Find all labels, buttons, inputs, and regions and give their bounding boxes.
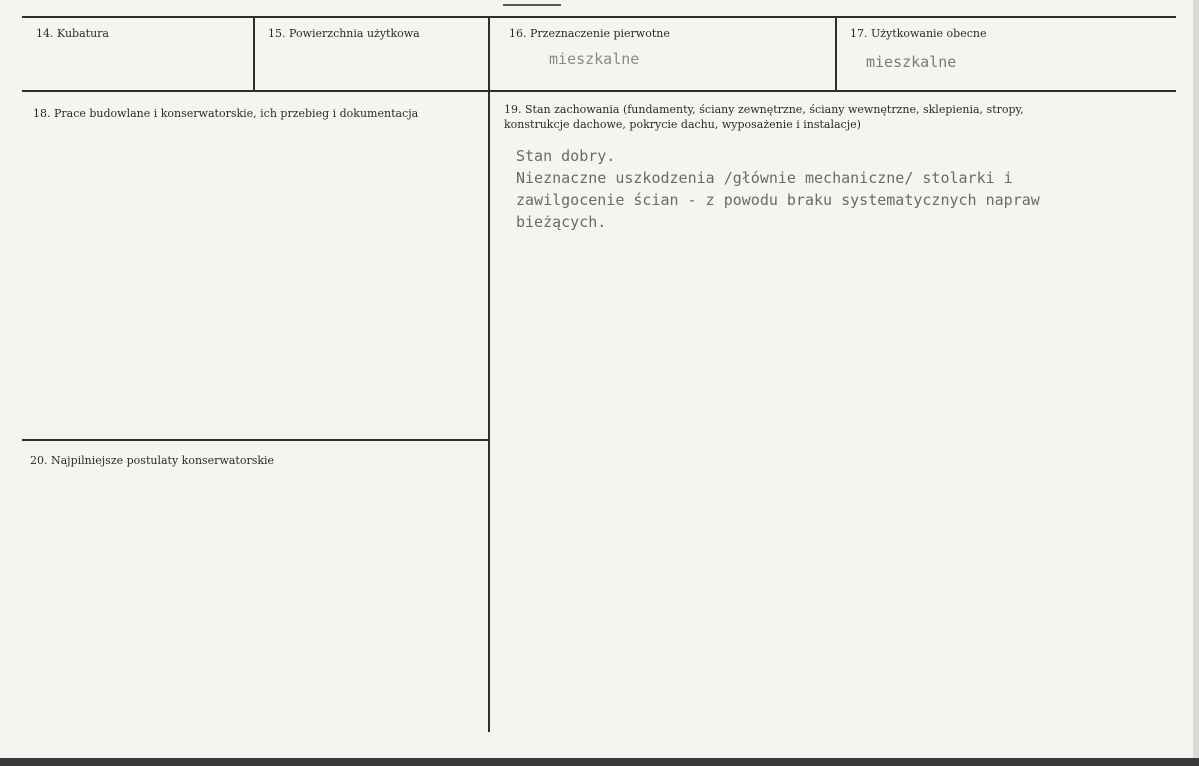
- field-15-label: 15. Powierzchnia użytkowa: [268, 27, 420, 40]
- field-19-label: 19. Stan zachowania (fundamenty, ściany zewnętrzne, ściany wewnętrzne, sklepienia, stropy, konstrukcje dachowe, pokrycie dachu, wyposażenie i instalacje): [504, 103, 1024, 131]
- top-rule: [22, 16, 1176, 18]
- field-20-label: 20. Najpilniejsze postulaty konserwatorskie: [30, 454, 275, 467]
- card-bottom-edge: [0, 758, 1199, 766]
- top-dash-mark: [503, 4, 561, 6]
- field-18-label: 18. Prace budowlane i konserwatorskie, ich przebieg i dokumentacja: [33, 107, 419, 120]
- field-17-value: mieszkalne: [866, 53, 957, 71]
- divider-14-15: [253, 16, 255, 92]
- field-16-value: mieszkalne: [549, 50, 640, 68]
- card-right-edge: [1193, 0, 1199, 766]
- field-17-label: 17. Użytkowanie obecne: [850, 27, 987, 40]
- field-18-bottom-rule: [22, 439, 488, 441]
- divider-16-17: [835, 16, 837, 92]
- divider-main: [488, 16, 490, 732]
- field-16-label: 16. Przeznaczenie pierwotne: [509, 27, 670, 40]
- field-14-label: 14. Kubatura: [36, 27, 109, 40]
- field-19-value: Stan dobry. Nieznaczne uszkodzenia /głównie mechaniczne/ stolarki i zawilgocenie ścian - z powodu braku systematycznych napraw bieżących.: [516, 147, 1040, 231]
- row1-bottom-rule: [22, 90, 1176, 92]
